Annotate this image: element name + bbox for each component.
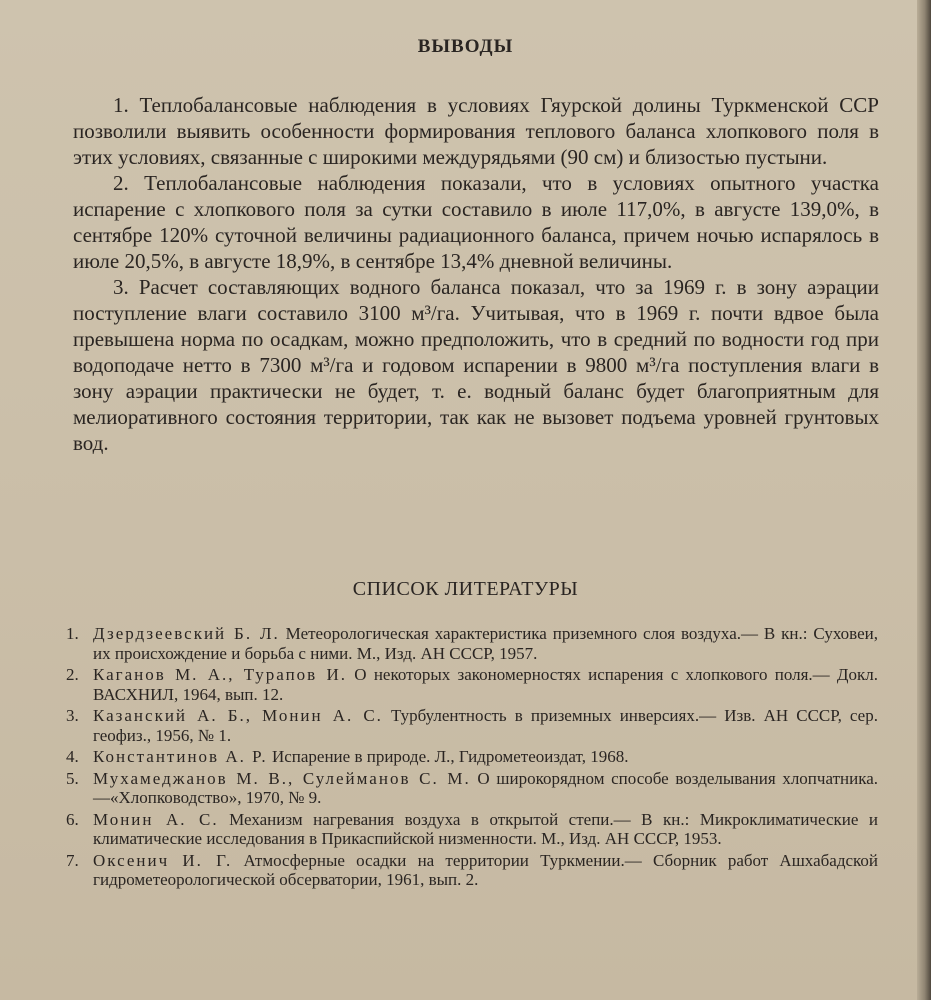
reference-number: 2.: [66, 665, 79, 684]
reference-author: Константинов А. Р.: [93, 747, 268, 766]
reference-number: 7.: [66, 850, 79, 870]
section-title: ВЫВОДЫ: [417, 36, 514, 57]
conclusion-paragraph-1: 1. Теплобалансовые наблюдения в условиях Гяурской долины Туркменской ССР позволили выявить особенности формирования теплового баланса хлопкового поля в этих условиях, связанные с широкими междурядьями (90 см) и близостью пустыни.: [73, 93, 879, 169]
reference-text: О некоторых закономерностях испарения с хлопкового поля.— Докл. ВАСХНИЛ, 1964, вып. 12.: [93, 665, 878, 704]
reference-text: Испарение в природе. Л., Гидрометеоиздат, 1968.: [267, 747, 629, 766]
reference-number: 6.: [66, 809, 79, 829]
reference-text: Турбулентность в приземных инверсиях.— Изв. АН СССР, сер. геофиз., 1956, № 1.: [93, 706, 878, 745]
reference-item: [66, 769, 878, 808]
reference-item: [66, 747, 878, 767]
conclusion-paragraph-2: 2. Теплобалансовые наблюдения показали, что в условиях опытного участка испарение с хлопкового поля за сутки составило в июле 117,0%, в августе 139,0%, в сентябре 120% суточной величины радиационного баланса, причем ночью испарялось в июле 20,5%, в августе 18,9%, в сентябре 13,4% дневной величины.: [73, 171, 879, 273]
literature-title: СПИСОК ЛИТЕРАТУРЫ: [352, 578, 579, 600]
reference-item: [66, 624, 878, 663]
reference-author: Монин А. С.: [93, 809, 219, 829]
reference-author: Оксенич И. Г.: [93, 850, 233, 870]
conclusions-body: [73, 92, 879, 456]
reference-item: [66, 706, 878, 745]
reference-text: О широкорядном способе возделывания хлопчатника.—«Хлопководство», 1970, № 9.: [93, 768, 878, 807]
reference-author: Дзердзеевский Б. Л.: [93, 624, 280, 643]
reference-number: 5.: [66, 768, 79, 788]
reference-text: Метеорологическая характеристика приземного слоя воздуха.— В кн.: Суховеи, их происхождение и борьба с ними. М., Изд. АН СССР, 1957.: [93, 624, 878, 663]
page-edge-shadow: [917, 0, 931, 1000]
reference-item: [66, 851, 878, 890]
reference-item: [66, 665, 878, 704]
reference-item: [66, 810, 878, 849]
reference-number: 3.: [66, 706, 79, 725]
reference-text: Атмосферные осадки на территории Туркмении.— Сборник работ Ашхабадской гидрометеорологической обсерватории, 1961, вып. 2.: [93, 850, 879, 889]
reference-author: Каганов М. А., Турапов И.: [93, 665, 348, 684]
reference-text: Механизм нагревания воздуха в открытой степи.— В кн.: Микроклиматические и климатические исследования в Прикаспийской низменности. М., Изд. АН СССР, 1953.: [93, 809, 878, 848]
reference-number: 1.: [66, 624, 79, 643]
reference-number: 4.: [66, 747, 79, 766]
conclusion-paragraph-3: 3. Расчет составляющих водного баланса показал, что за 1969 г. в зону аэрации поступление влаги составило 3100 м³/га. Учитывая, что в 1969 г. почти вдвое была превышена норма по осадкам, можно предположить, что в средний по водности год при водоподаче нетто в 7300 м³/га и годовом испарении в 9800 м³/га поступления влаги в зону аэрации практически не будет, т. е. водный баланс будет благоприятным для мелиоративного состояния территории, так как не вызовет подъема уровней грунтовых вод.: [73, 275, 879, 455]
reference-author: Казанский А. Б., Монин А. С.: [93, 706, 383, 725]
reference-list: [66, 624, 878, 892]
reference-author: Мухамеджанов М. В., Сулейманов С. М.: [93, 768, 471, 788]
